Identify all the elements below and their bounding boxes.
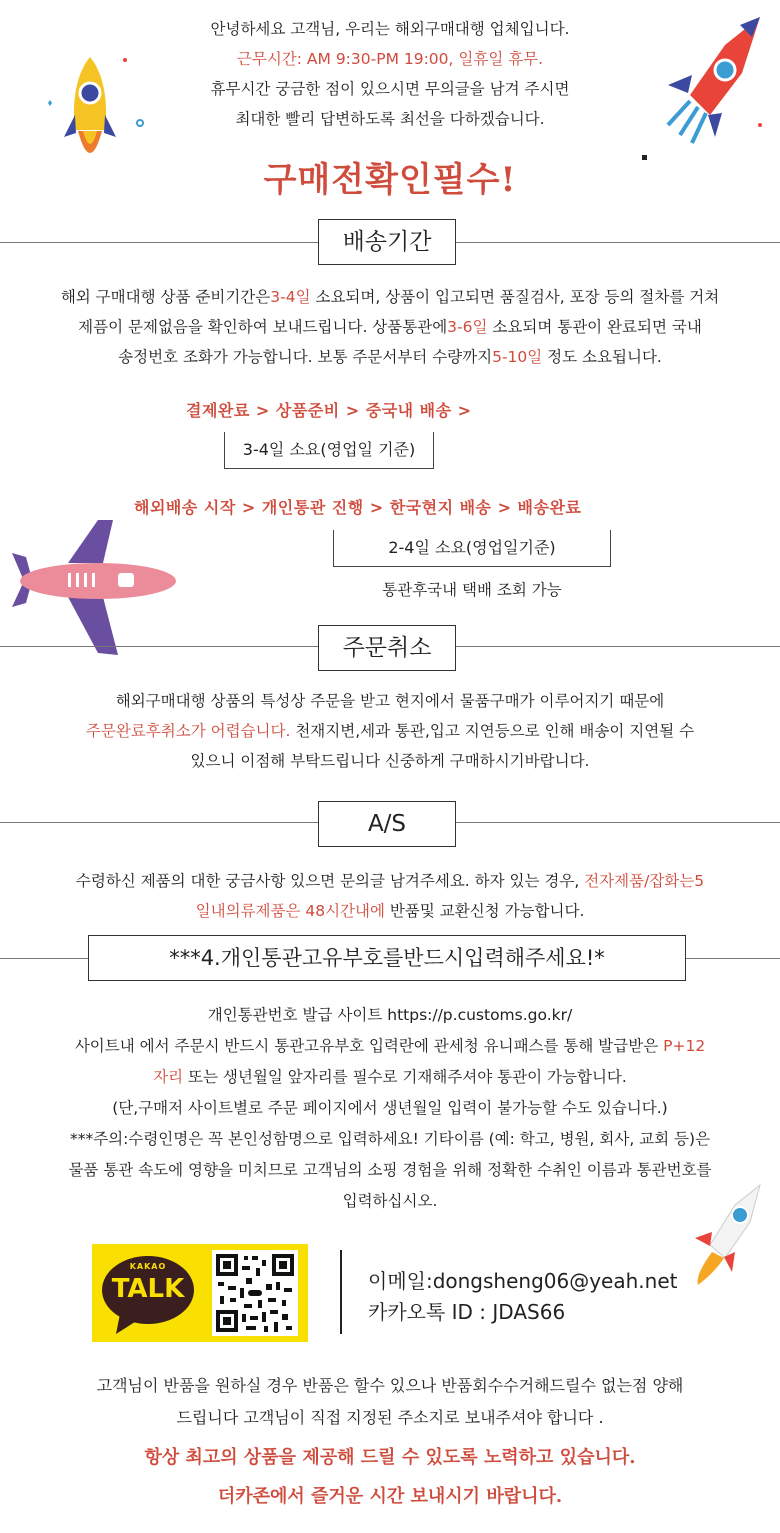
intro-hours: 근무시간: AM 9:30-PM 19:00, 일휴일 휴무. [236, 50, 544, 68]
intro-note: 휴무시간 궁금한 점이 있으시면 무의글을 남겨 주시면 [210, 80, 570, 98]
returns-text-line: 고객님이 반품을 원하실 경우 반품은 할수 있으나 반품회수수거해드릴수 없는점 양해 [96, 1376, 684, 1395]
shipping-text-line: 제픔이 문제없음을 확인하여 보내드립니다. 상품통관에3-6일 소요되며 통관이 완료되면 국내 [78, 318, 702, 336]
customs-text-line: (단,구매저 사이트별로 주문 페이지에서 생년월일 입력이 불가능할 수도 있습니다.) [112, 1099, 668, 1117]
contact-kakao-id[interactable]: 카카오톡 ID : JDAS66 [368, 1300, 566, 1324]
customs-text-line: 자리 또는 생년월일 앞자리를 필수로 기재해주셔야 통관이 가능합니다. [153, 1068, 627, 1086]
contact-email[interactable]: 이메일:dongsheng06@yeah.net [368, 1269, 678, 1293]
closing-message: 항상 최고의 상품을 제공해 드릴 수 있도록 노력하고 있습니다. [144, 1447, 636, 1468]
shipping-text-line: 송정번호 조화가 가능합니다. 보통 주문서부터 수량까지5-10일 정도 소요됩니다. [118, 348, 662, 366]
contact-divider [340, 1250, 342, 1334]
customs-text-line: 사이트내 에서 주문시 반드시 통관고유부호 입력란에 관세청 유니패스를 통해 발급받은 P+12 [74, 1037, 706, 1055]
cancel-text-line: 있으니 이점해 부탁드립니다 신중하게 구매하시기바랍니다. [190, 752, 590, 770]
airplane-icon [8, 515, 178, 655]
customs-site-line: 개인통관번호 발급 사이트 https://p.customs.go.kr/ [207, 1006, 573, 1024]
shipping-flow-international: 해외배송 시작 > 개인통관 진행 > 한국현지 배송 > 배송완료 [134, 498, 582, 517]
kakao-logo-small-text: KAKAO [129, 1262, 167, 1271]
section-heading-cancel: 주문취소 [318, 625, 456, 671]
section-heading-shipping: 배송기간 [318, 219, 456, 265]
cancel-text-line: 주문완료후취소가 어렵습니다. 천재지변,세과 통관,입고 지연등으로 인해 배송이 지연될 수 [85, 722, 695, 740]
intro-greeting: 안녕하세요 고객님, 우리는 해외구매대행 업체입니다. [210, 20, 570, 38]
page-title: 구매전확인필수! [263, 160, 517, 200]
qr-code[interactable] [212, 1250, 298, 1336]
shipping-flow-international-duration: 2-4일 소요(영업일기준) [333, 530, 611, 567]
section-heading-as: A/S [318, 801, 456, 847]
shipping-text-line: 해외 구매대행 상품 준비기간은3-4일 소요되며, 상품이 입고되면 품질검사, 포장 등의 절차를 거쳐 [60, 288, 720, 306]
returns-text-line: 드립니다 고객님이 직접 지정된 주소지로 보내주셔야 합니다 . [176, 1408, 604, 1427]
customs-text-line: ***주의:수령인명은 꼭 본인성함명으로 입력하세요! 기타이름 (예: 학고, 병원, 회사, 교회 등)은 [69, 1130, 711, 1148]
shipping-flow-domestic: 결제완료 > 상품준비 > 중국내 배송 > [186, 401, 472, 420]
kakao-logo-text: TALK [111, 1274, 185, 1304]
as-text-line: 수령하신 제품의 대한 궁금사항 있으면 문의글 남겨주세요. 하자 있는 경우, 전자제품/잡화는5 [75, 872, 705, 890]
customs-text-line: 물품 통관 속도에 영향을 미치므로 고객님의 소핑 경험을 위해 정확한 수취인 이름과 통관번호를 [68, 1161, 712, 1179]
kakao-badge[interactable] [92, 1244, 308, 1342]
closing-wish: 더카존에서 즐거운 시간 보내시기 바랍니다. [217, 1486, 563, 1507]
shipping-tracking-note: 통관후국내 택배 조회 가능 [382, 581, 562, 599]
as-text-line: 일내의류제품은 48시간내에 반품및 교환신청 가능합니다. [195, 902, 585, 920]
intro-promise: 최대한 빨리 답변하도록 최선을 다하겠습니다. [235, 110, 545, 128]
shipping-flow-domestic-duration: 3-4일 소요(영업일 기준) [224, 432, 434, 469]
cancel-text-line: 해외구매대행 상품의 특성상 주문을 받고 현지에서 물품구매가 이루어지기 때문에 [115, 692, 665, 710]
section-heading-customs: ***4.개인통관고유부호를반드시입력해주세요!* [88, 935, 686, 981]
customs-text-line: 입력하십시오. [342, 1192, 438, 1210]
